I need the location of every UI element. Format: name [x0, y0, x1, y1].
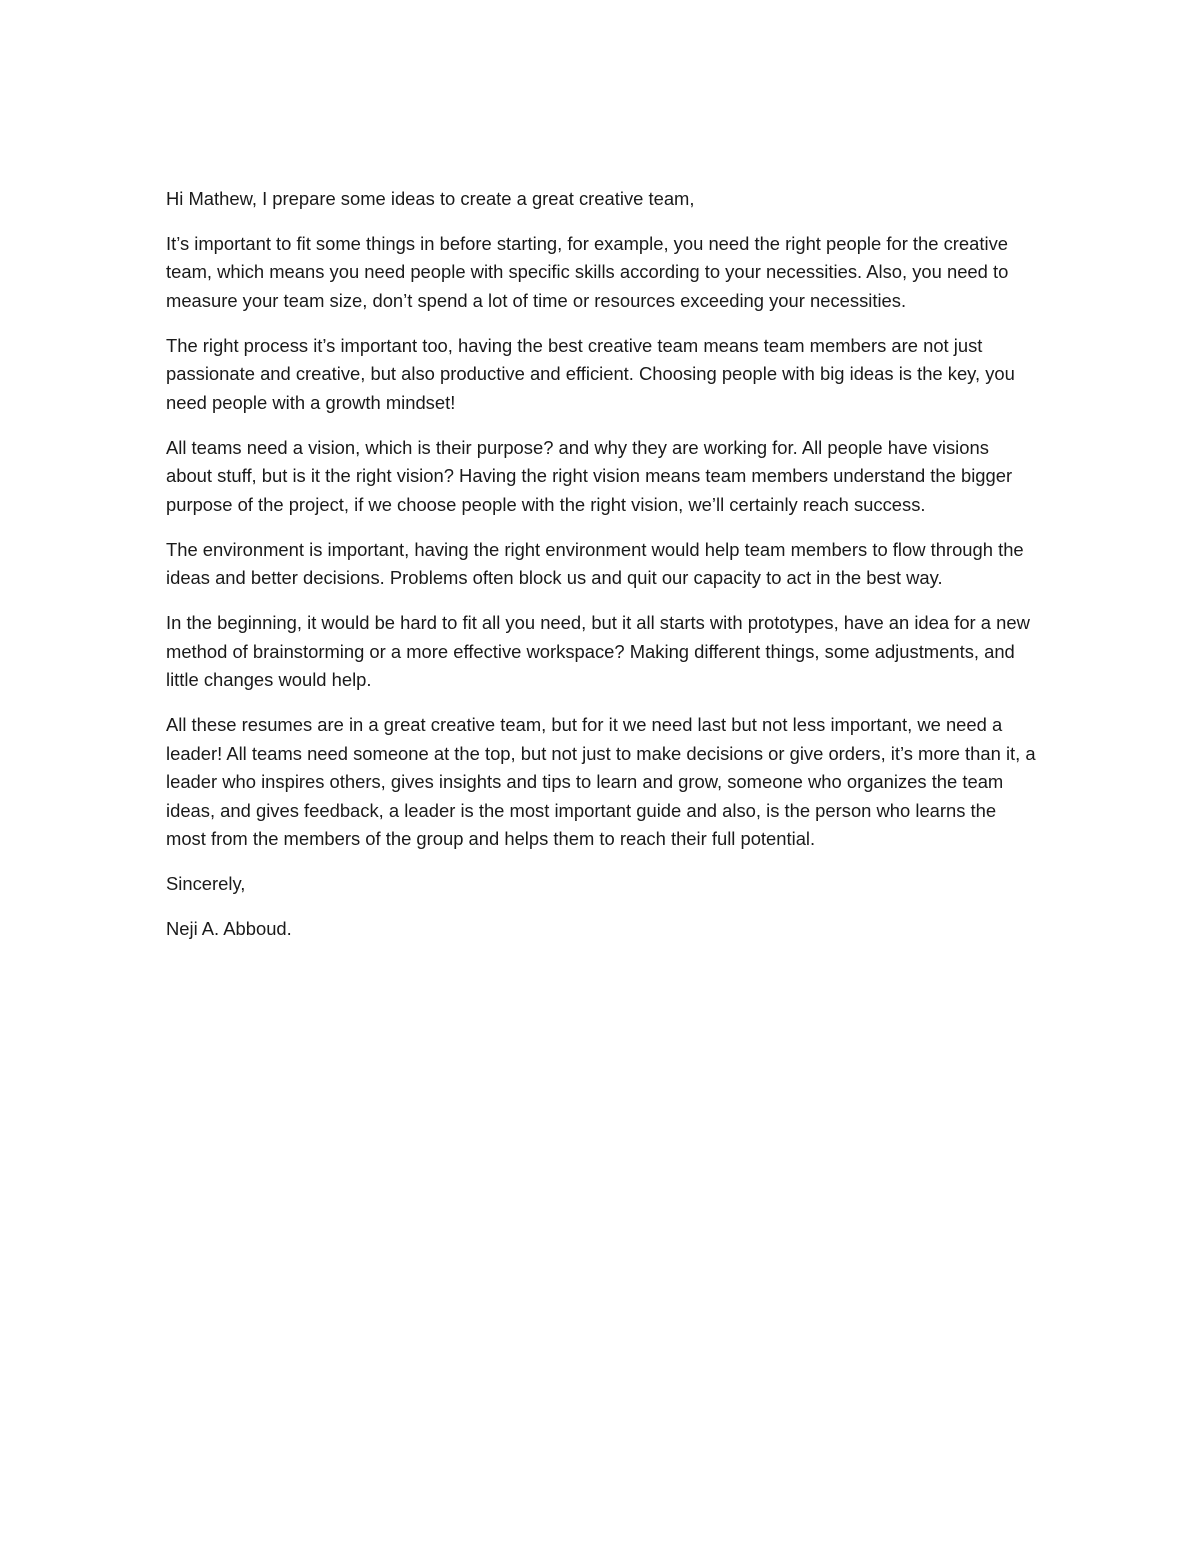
paragraph-vision: All teams need a vision, which is their purpose? and why they are working for. All people have visions about stuff, but is it the right vision? Having the right vision means team members understand the bigger purpose of the project, if we choose people with the right vision, we’ll certainly reach success. — [166, 436, 1013, 515]
paragraph-team-people: It’s important to fit some things in before starting, for example, you need the right people for the creative team, which means you need people with specific skills according to your necessities. Also, you need to measure your team size, don’t spend a lot of time or resources exceeding your necessities. — [166, 232, 1009, 311]
paragraph-environment: The environment is important, having the right environment would help team members to flow through the ideas and better decisions. Problems often block us and quit our capacity to act in the best way. — [166, 538, 1024, 589]
letter-body — [166, 185, 1036, 960]
letter-greeting: Hi Mathew, I prepare some ideas to create a great creative team, — [166, 188, 695, 209]
letter-closing: Sincerely, — [166, 873, 246, 895]
letter-signature: Neji A. Abboud. — [166, 917, 292, 939]
paragraph-leader: All these resumes are in a great creative team, but for it we need last but not less important, we need a leader! All teams need someone at the top, but not just to make decisions or give orders, it’s more than it, a leader who inspires others, gives insights and tips to learn and grow, someone who organizes the team ideas, and gives feedback, a leader is the most important guide and also, is the person who learns the most from the members of the group and helps them to reach their full potential. — [166, 714, 1036, 850]
paragraph-process: The right process it’s important too, having the best creative team means team members are not just passionate and creative, but also productive and efficient. Choosing people with big ideas is the key, you need people with a growth mindset! — [166, 334, 1015, 413]
paragraph-prototypes: In the beginning, it would be hard to fit all you need, but it all starts with prototypes, have an idea for a new method of brainstorming or a more effective workspace? Making different things, some adjustments, and little changes would help. — [166, 612, 1030, 691]
